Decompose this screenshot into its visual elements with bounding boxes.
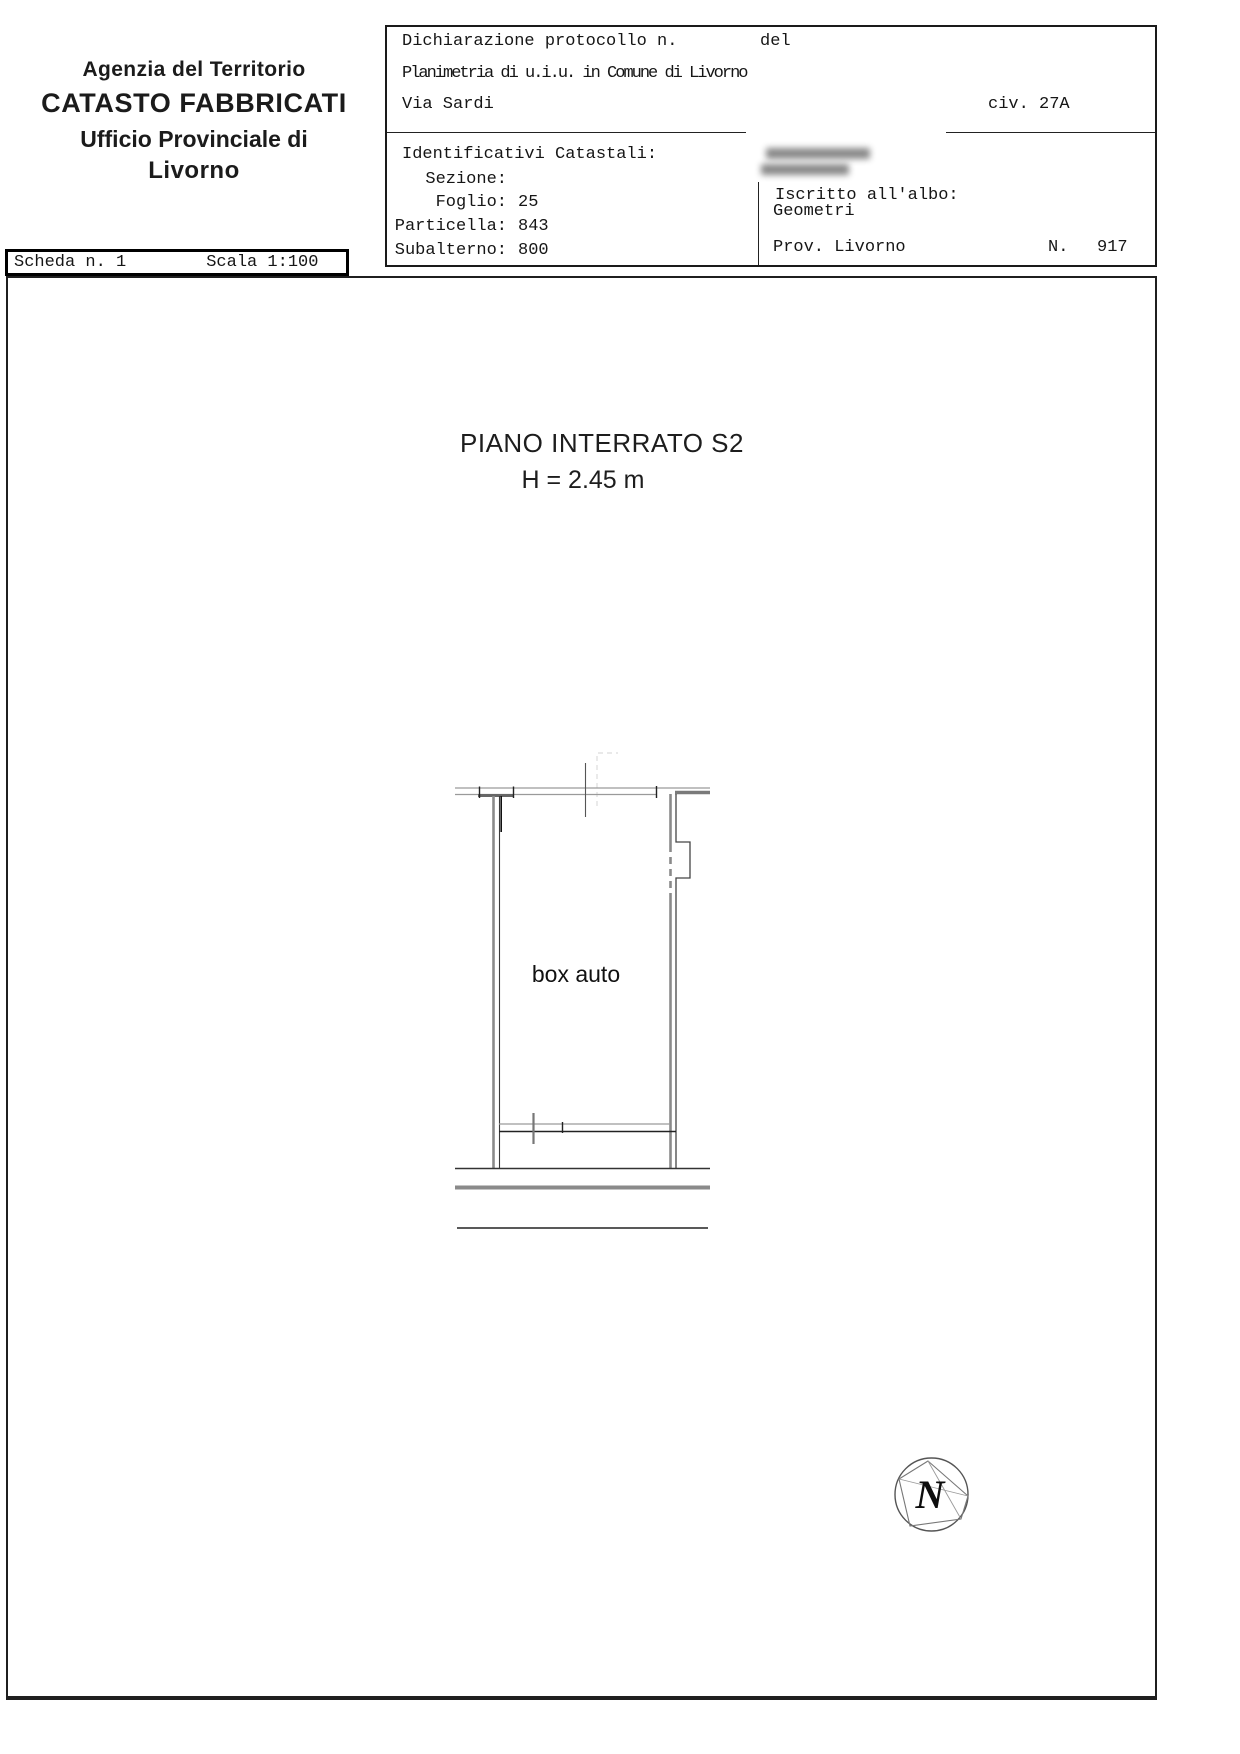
floor-title-block: [402, 428, 802, 495]
identifier-row-foglio: [387, 193, 538, 212]
right-wall-black-line-with-notch: [676, 794, 690, 1168]
subalterno-value: 800: [518, 241, 549, 260]
subalterno-label: Subalterno:: [394, 241, 507, 260]
identifier-row-particella: [387, 217, 549, 236]
north-letter: N: [915, 1472, 945, 1517]
room-label: box auto: [531, 961, 621, 987]
faded-stamp-mark: [597, 753, 618, 806]
redacted-name-block: [746, 122, 946, 182]
sheet-bar: [5, 249, 349, 276]
civic-number: civ. 27A: [988, 95, 1070, 114]
floor-plan-drawing: [430, 740, 730, 1240]
agency-header: [38, 58, 350, 185]
identifier-row-subalterno: [387, 241, 549, 260]
declaration-label: Dichiarazione protocollo n.: [402, 32, 678, 51]
agency-name: Agenzia del Territorio: [82, 58, 306, 81]
foglio-label: Foglio:: [435, 193, 507, 212]
identifier-row-sezione: [387, 170, 518, 189]
del-label: del: [760, 32, 791, 51]
protocol-box: [385, 25, 1157, 267]
planimetria-line: Planimetria di u.i.u. in Comune di Livorno: [402, 64, 747, 83]
catasto-title: CATASTO FABBRICATI: [41, 88, 347, 118]
redacted-text-line: [761, 164, 849, 175]
sheet-number: Scheda n. 1: [14, 253, 127, 272]
register-label: Iscritto all'albo:: [775, 186, 959, 205]
foglio-value: 25: [518, 193, 539, 212]
street-label: Via Sardi: [402, 95, 494, 114]
register-value: Geometri: [773, 202, 855, 221]
sezione-label: Sezione:: [425, 170, 507, 189]
particella-value: 843: [518, 217, 549, 236]
ceiling-height: H = 2.45 m: [521, 466, 645, 494]
identifiers-title: Identificativi Catastali:: [402, 145, 658, 164]
redacted-text-line: [766, 148, 870, 159]
scale-label: Scala 1:100: [206, 253, 319, 272]
province-label: Prov. Livorno: [773, 238, 906, 257]
office-line: Ufficio Provinciale di: [80, 126, 308, 152]
particella-label: Particella:: [394, 217, 507, 236]
number-label: N.: [1048, 238, 1069, 257]
floor-title: PIANO INTERRATO S2: [460, 428, 744, 458]
north-arrow-icon: [890, 1452, 980, 1542]
office-city: Livorno: [148, 157, 240, 184]
number-value: 917: [1097, 238, 1128, 257]
